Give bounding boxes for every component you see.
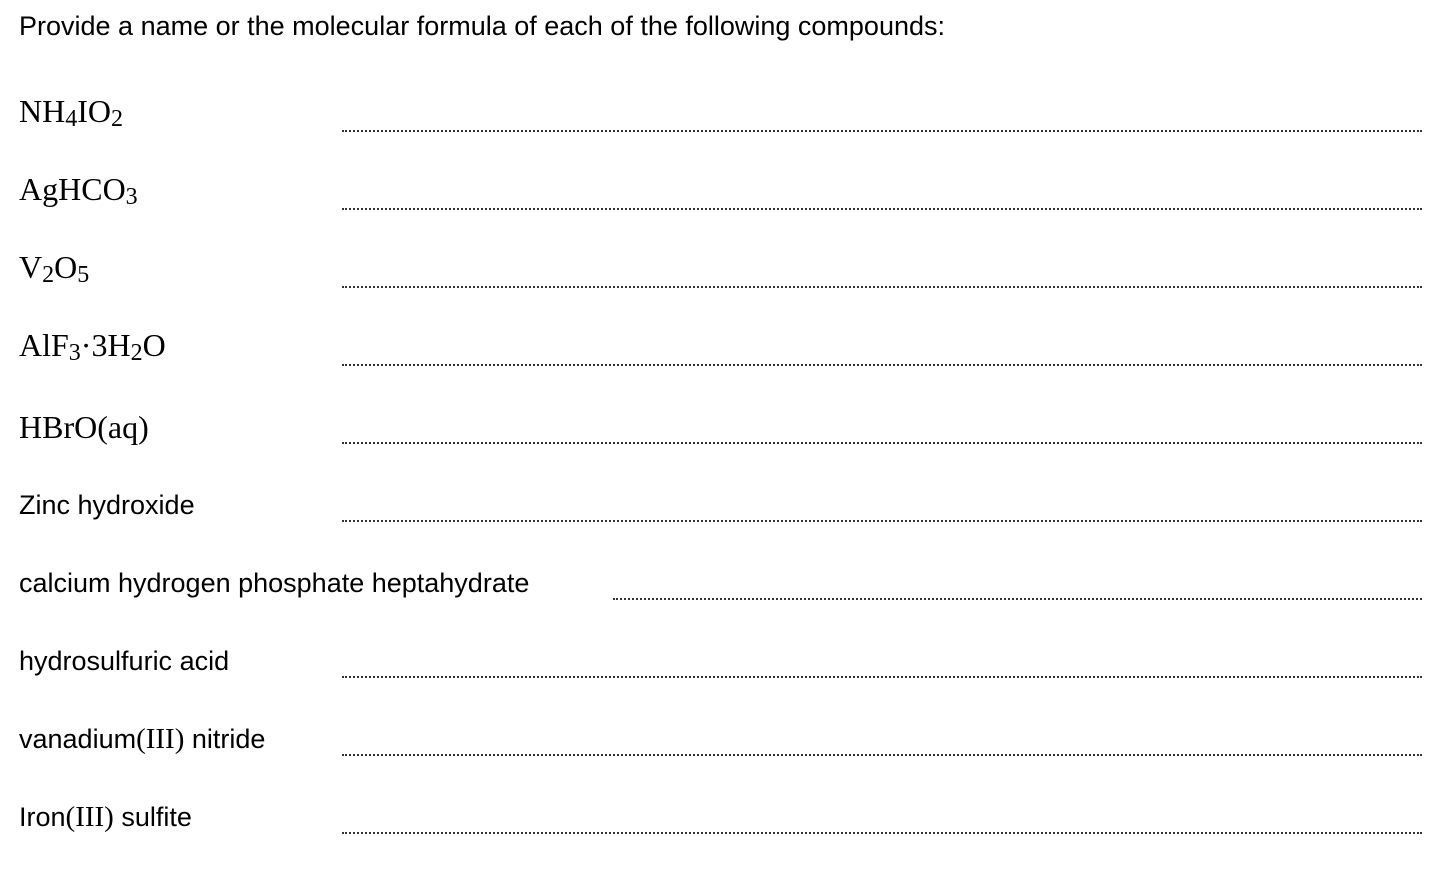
answer-line[interactable] [342, 364, 1422, 366]
answer-line[interactable] [342, 520, 1422, 522]
answer-line[interactable] [342, 442, 1422, 444]
formula-subscript: 2 [110, 106, 123, 132]
formula-part: HBrO(aq) [19, 409, 149, 445]
formula-part: V [19, 249, 43, 285]
compound-label [19, 800, 192, 834]
name-part: sulfite [113, 802, 192, 832]
formula-part: ·3H [80, 327, 131, 363]
compound-label [19, 248, 89, 290]
formula-part: NH [19, 93, 66, 129]
compound-label: calcium hydrogen phosphate heptahydrate [19, 568, 530, 598]
question-row [0, 408, 1444, 458]
compound-label: Zinc hydroxide [19, 490, 195, 520]
answer-line[interactable] [342, 754, 1422, 756]
name-part: nitride [184, 724, 266, 754]
compound-label [19, 326, 166, 368]
formula-subscript: 4 [65, 106, 78, 132]
name-part: Iron [19, 802, 66, 832]
oxidation-state: (III) [136, 723, 185, 755]
compound-label [19, 408, 149, 446]
formula-subscript: 3 [125, 184, 138, 210]
question-row [0, 93, 1444, 146]
formula-part: AgHCO [19, 171, 126, 207]
compound-label [19, 170, 138, 212]
compound-label: hydrosulfuric acid [19, 646, 230, 676]
question-row [0, 564, 1444, 614]
compound-label [19, 92, 123, 134]
answer-line[interactable] [342, 832, 1422, 834]
answer-line[interactable] [342, 286, 1422, 288]
formula-subscript: 2 [42, 262, 55, 288]
question-row [0, 486, 1444, 536]
question-row [0, 171, 1444, 224]
formula-part: O [54, 249, 78, 285]
formula-subscript: 3 [68, 340, 81, 366]
question-row [0, 798, 1444, 848]
answer-line[interactable] [342, 208, 1422, 210]
formula-part: O [142, 327, 166, 363]
instruction-text: Provide a name or the molecular formula of each of the following compounds: [19, 11, 946, 41]
question-row [0, 327, 1444, 380]
formula-part: IO [77, 93, 111, 129]
answer-line[interactable] [342, 676, 1422, 678]
question-row [0, 249, 1444, 302]
compound-label [19, 722, 265, 756]
name-part: vanadium [19, 724, 137, 754]
question-row [0, 720, 1444, 770]
formula-part: AlF [19, 327, 69, 363]
answer-line[interactable] [342, 130, 1422, 132]
formula-subscript: 2 [130, 340, 143, 366]
formula-subscript: 5 [77, 262, 90, 288]
oxidation-state: (III) [65, 801, 114, 833]
answer-line[interactable] [613, 598, 1422, 600]
question-row [0, 642, 1444, 692]
